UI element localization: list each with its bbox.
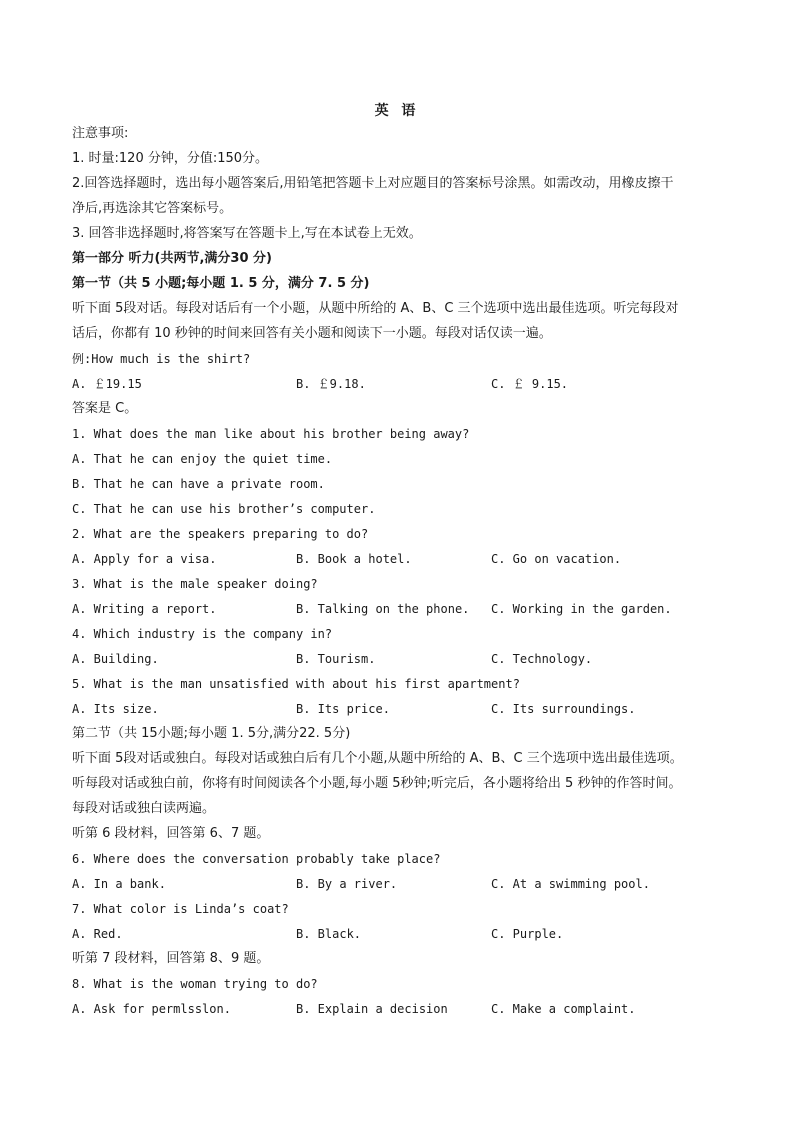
q8-option-b: B. Explain a decision: [296, 1002, 448, 1016]
q4-option-b: B. Tourism.: [296, 652, 376, 666]
q4-option-c: C. Technology.: [491, 652, 593, 666]
q6-option-b: B. By a river.: [296, 877, 398, 891]
q6-option-c: C. At a swimming pool.: [491, 877, 650, 891]
q3-option-c: C. Working in the garden.: [491, 602, 672, 616]
q2-option-b: B. Book a hotel.: [296, 552, 412, 566]
note-item: 2.回答选择题时，选出每小题答案后,用铅笔把答题卡上对应题目的答案标号涂黑。如需改动，用橡皮擦干: [72, 176, 674, 191]
section2-instructions: 听下面 5段对话或独白。每段对话或独白后有几个小题,从题中所给的 A、B、C 三个选项中选出最佳选项。: [72, 751, 683, 766]
question-6: 6. Where does the conversation probably take place?: [72, 852, 441, 866]
section2-instructions: 每段对话或独白读两遍。: [72, 801, 216, 816]
question-7: 7. What color is Linda’s coat?: [72, 902, 289, 916]
q5-option-c: C. Its surroundings.: [491, 702, 636, 716]
note-item: 净后,再选涂其它答案标号。: [72, 201, 233, 216]
question-3: 3. What is the male speaker doing?: [72, 577, 318, 591]
example-option-c: C. ￡ 9.15.: [491, 377, 569, 391]
q5-option-b: B. Its price.: [296, 702, 390, 716]
q3-option-b: B. Talking on the phone.: [296, 602, 470, 616]
section1-instructions: 话后，你都有 10 秒钟的时间来回答有关小题和阅读下一小题。每段对话仅读一遍。: [72, 326, 552, 341]
example-answer: 答案是 C。: [72, 401, 138, 416]
section1-instructions: 听下面 5段对话。每段对话后有一个小题，从题中所给的 A、B、C 三个选项中选出最佳选项。听完每段对: [72, 301, 679, 316]
q8-option-c: C. Make a complaint.: [491, 1002, 636, 1016]
question-4: 4. Which industry is the company in?: [72, 627, 333, 641]
q4-option-a: A. Building.: [72, 652, 159, 666]
q1-option-c: C. That he can use his brother’s computer.: [72, 502, 376, 516]
example-option-a: A. ￡19.15: [72, 377, 142, 391]
q2-option-a: A. Apply for a visa.: [72, 552, 217, 566]
question-1: 1. What does the man like about his brother being away?: [72, 427, 470, 441]
q1-option-a: A. That he can enjoy the quiet time.: [72, 452, 333, 466]
q6-option-a: A. In a bank.: [72, 877, 166, 891]
example-option-b: B. ￡9.18.: [296, 377, 366, 391]
question-5: 5. What is the man unsatisfied with about his first apartment?: [72, 677, 520, 691]
q7-option-b: B. Black.: [296, 927, 362, 941]
q3-option-a: A. Writing a report.: [72, 602, 217, 616]
question-8: 8. What is the woman trying to do?: [72, 977, 318, 991]
q7-option-a: A. Red.: [72, 927, 123, 941]
question-2: 2. What are the speakers preparing to do?: [72, 527, 369, 541]
section1-heading: 第一节（共 5 小题;每小题 1. 5 分，满分 7. 5 分): [72, 276, 370, 291]
note-item: 3. 回答非选择题时,将答案写在答题卡上,写在本试卷上无效。: [72, 226, 422, 241]
example-question: 例:How much is the shirt?: [72, 352, 251, 366]
q1-option-b: B. That he can have a private room.: [72, 477, 325, 491]
q5-option-a: A. Its size.: [72, 702, 159, 716]
note-item: 1. 时量:120 分钟，分值:150分。: [72, 151, 269, 166]
page-title: 英 语: [374, 103, 420, 119]
notes-heading: 注意事项:: [72, 126, 129, 141]
q7-option-c: C. Purple.: [491, 927, 564, 941]
q8-option-a: A. Ask for permlsslon.: [72, 1002, 231, 1016]
material-6-label: 听第 6 段材料，回答第 6、7 题。: [72, 826, 270, 841]
section2-heading: 第二节（共 15小题;每小题 1. 5分,满分22. 5分): [72, 726, 351, 741]
part1-heading: 第一部分 听力(共两节,满分30 分): [72, 251, 272, 266]
material-7-label: 听第 7 段材料，回答第 8、9 题。: [72, 951, 270, 966]
q2-option-c: C. Go on vacation.: [491, 552, 622, 566]
section2-instructions: 听每段对话或独白前，你将有时间阅读各个小题,每小题 5秒钟;听完后，各小题将给出 5 秒钟的作答时间。: [72, 776, 682, 791]
